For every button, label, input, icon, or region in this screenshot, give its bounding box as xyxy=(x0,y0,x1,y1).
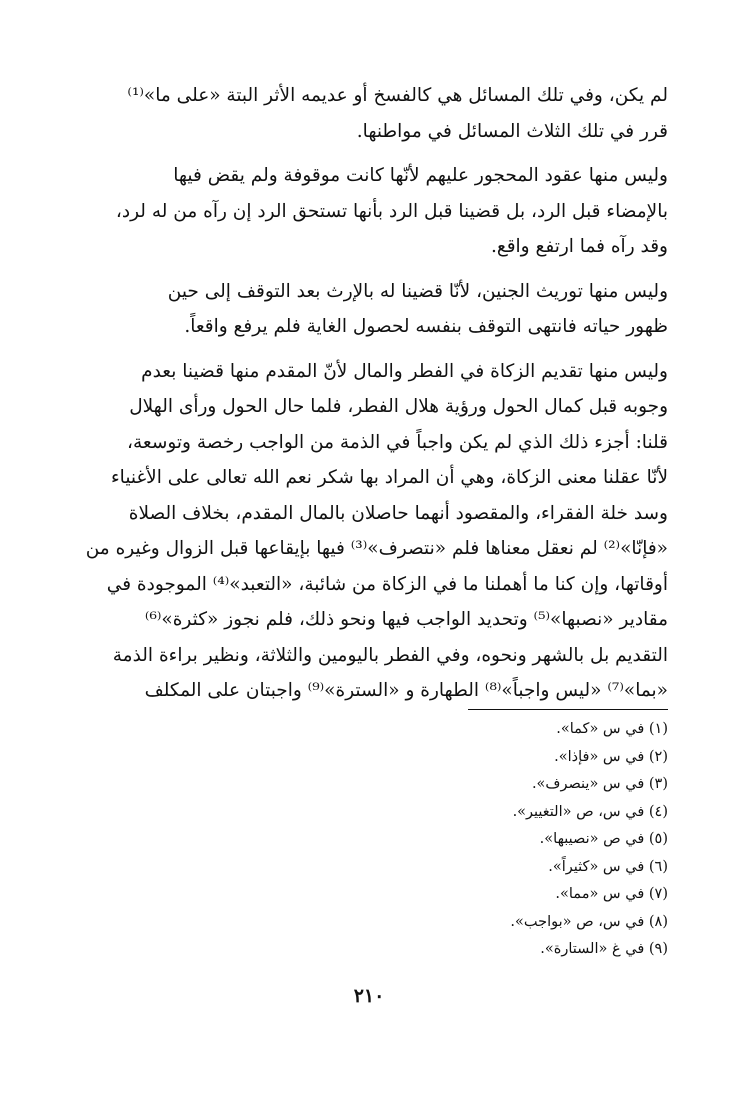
paragraph-4 xyxy=(72,354,668,709)
paragraph-1 xyxy=(72,78,668,149)
text-line: التقديم بل بالشهر ونحوه، وفي الفطر باليومين والثلاثة، ونظير براءة الذمة xyxy=(112,644,668,666)
text-line: وجوبه قبل كمال الحول ورؤية هلال الفطر، فلما حال الحول ورأى الهلال xyxy=(129,396,668,417)
footnote-divider xyxy=(468,709,668,710)
text-line: وقد رآه فما ارتفع واقع. xyxy=(490,236,668,257)
text-line: لم يكن، وفي تلك المسائل هي كالفسخ أو عديمه الأثر البتة «على ما»⁽¹⁾ xyxy=(127,85,668,106)
footnote: (٩) في غ «الستارة». xyxy=(540,941,668,957)
footnote: (٥) في ص «نصيبها». xyxy=(539,831,668,847)
text-line: «بما»⁽⁷⁾ «ليس واجباً»⁽⁸⁾ الطهارة و «السترة»⁽⁹⁾ واجبتان على المكلف xyxy=(144,680,668,701)
text-line: وليس منها عقود المحجور عليهم لأنّها كانت موقوفة ولم يقض فيها xyxy=(173,165,668,186)
footnote: (٨) في س، ص «بواجب». xyxy=(510,913,668,930)
main-text xyxy=(72,78,668,718)
footnote: (٤) في س، ص «التغيير». xyxy=(512,803,668,820)
text-line: قرر في تلك الثلاث المسائل في مواطنها. xyxy=(356,120,668,142)
text-line: وليس منها تقديم الزكاة في الفطر والمال لأنّ المقدم منها قضينا بعدم xyxy=(141,360,668,382)
text-line: قلنا: أجزء ذلك الذي لم يكن واجباً في الذمة من الواجب رخصة وتوسعة، xyxy=(127,431,668,453)
text-line: مقادير «نصبها»⁽⁵⁾ وتحديد الواجب فيها ونحو ذلك، فلم نجوز «كثرة»⁽⁶⁾ xyxy=(144,609,668,630)
footnote: (٣) في س «ينصرف». xyxy=(531,776,668,792)
footnote: (١) في س «كما». xyxy=(556,721,668,737)
text-line: بالإمضاء قبل الرد، بل قضينا قبل الرد بأنها تستحق الرد إن رآه من له لرد، xyxy=(115,200,668,222)
footnote: (٢) في س «فإذا». xyxy=(554,748,668,765)
text-line: ظهور حياته فانتهى التوقف بنفسه لحصول الغاية فلم يرفع واقعاً. xyxy=(184,316,668,337)
text-line: وسد خلة الفقراء، والمقصود أنهما حاصلان بالمال المقدم، بخلاف الصلاة xyxy=(128,502,668,524)
footnotes xyxy=(348,716,668,964)
footnote: (٦) في س «كثيراً». xyxy=(548,858,668,875)
text-line: لأنّا عقلنا معنى الزكاة، وهي أن المراد بها شكر نعم الله تعالى على الأغنياء xyxy=(110,467,668,488)
footnote: (٧) في س «مما». xyxy=(555,886,668,902)
text-line: أوقاتها، وإن كنا ما أهملنا ما في الزكاة من شائبة، «التعبد»⁽⁴⁾ الموجودة في xyxy=(106,573,668,595)
page-number: ٢١٠ xyxy=(353,985,385,1007)
paragraph-3 xyxy=(72,274,668,345)
text-line: وليس منها توريث الجنين، لأنّا قضينا له بالإرث بعد التوقف إلى حين xyxy=(167,280,668,302)
text-line: «فإنّا»⁽²⁾ لم نعقل معناها فلم «نتصرف»⁽³⁾ فيها بإيقاعها قبل الزوال وغيره من xyxy=(85,538,668,559)
paragraph-2 xyxy=(72,158,668,265)
